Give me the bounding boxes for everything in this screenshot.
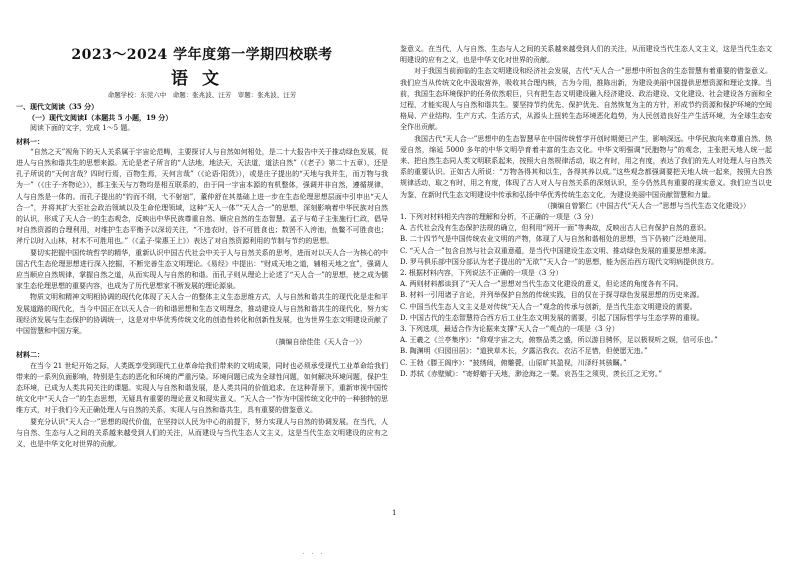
decorative-dots: . . .	[302, 547, 325, 556]
question-option: A. 两则材料都谈到了“天人合一”思想对当代生态文化建设的意义，但论述的角度各有不同。	[400, 280, 683, 289]
question-2	[400, 268, 772, 324]
question-stem: 3. 下列选项，最适合作为论据来支撑“天人合一”观点的一项是（3 分）	[400, 325, 619, 334]
question-option: B. 二十四节气是中国传统农业文明的产物，体现了人与自然和谐相处的思想，当下仍被广泛地使用。	[400, 235, 711, 244]
subsection-heading: （一）现代文阅读Ⅰ（本题共 5 小题，19 分）	[28, 113, 173, 123]
material2-paragraph: 在当今 21 世纪开始之际，人类既享受到现代工业革命给我们带来的文明成果，同时也必须承受现代工业革命给我们带来的一系列负面影响，特别是生态的恶化和环境的严重污染。环境问题已成为全球性问题，如何解决环境问题，保护生态环境，已成为人类共同关注的课题。实现人与自然和谐发展，是人类共同的价值追求。在这种背景下，重新审视中国传统文化中“天人合一”的生态思想，无疑具有重要的理论意义和现实意义。“天人合一”作为中国传统文化中的一种独特的思维方式，对于我们今天正确处理人与自然的关系，实现人与自然和谐共生，具有重要的借鉴意义。	[16, 361, 388, 415]
question-option: D. 苏轼《赤壁赋》：“寄蜉蝣于天地，渺沧海之一粟。哀吾生之须臾，羡长江之无穷。”	[400, 369, 662, 378]
right-column	[400, 0, 772, 380]
question-option: C. 王勃《滕王阁序》：“披绣闼，俯雕甍，山原旷其盈视，川泽纡其骇瞩。”	[400, 358, 627, 367]
question-option: D. 罗马俱乐部中国分部认为老子提出的“无欲”“天人合一”的思想，能为医治西方现代文明病提供良方。	[400, 257, 719, 266]
material1-paragraph: 物质文明和精神文明相协调的现代化体现了天人合一的整体主义生态思维方式，人与自然和谐共生的现代化是走和平发展道路的现代化，当今中国正在以天人合一的和谐思想和生态文明理念，推动建设人与自然和谐共生的现代化，努力实现经济发展与生态保护的协调统一，这是对中华优秀传统文化的创造性转化和创新性发展，也为世界生态文明建设贡献了中国智慧和中国方案。	[16, 293, 388, 336]
continued-paragraph: 我国古代“天人合一”思想中的生态智慧早在中国传统哲学开创时期便已产生，影响深远。中华民族向来尊重自然、热爱自然，绵延 5000 多年的中华文明孕育着丰富的生态文化。中华文明强调“民胞物与”的观念，主张把天地人统一起来、把自然生态同人类文明联系起来，按照大自然规律活动，取之有时，用之有度，表达了我们的先人对处理人与自然关系的重要认识。正如古人所说：“万物各得其和以生，各得其养以成。”这些观念都强调要把天地人统一起来，按照大自然规律活动，取之有时，用之有度，体现了古人对人与自然关系的深刻认识，至今仍然具有重要的现实意义。我们应当以史为鉴，在新时代生态文明建设中传承和弘扬中华优秀传统生态文化，为建设美丽中国贡献智慧和力量。	[400, 134, 772, 199]
byline: 命题学校：东莞六中 命题：张兆波、汪芳 审题：张兆波、汪芳	[107, 91, 297, 99]
question-option: A. 古代社会没有生态保护法规的确立，但利用“网开一面”等典故，反映出古人已有保护自然的意识。	[400, 224, 711, 233]
question-stem: 2. 根据材料内容，下列说法不正确的一项是（3 分）	[400, 269, 563, 278]
left-column	[16, 0, 388, 450]
question-stem: 1. 下列对材料相关内容的理解和分析，不正确的一项是（3 分）	[400, 213, 598, 222]
material1-label: 材料一：	[16, 136, 44, 146]
material1-citation: （摘编自徐佳佳《天人合一》）	[271, 338, 366, 347]
question-option: B. 陶渊明《归园田居》：“道狭草木长，夕露沾我衣。衣沾不足惜，但使愿无违。”	[400, 347, 648, 356]
question-option: D. 中国古代的生态智慧符合西方后工业生态文明发展的需要，引起了国际哲学与生态学界的重视。	[400, 313, 704, 322]
material2-paragraph: 要充分认识“天人合一”思想的现代价值，在坚持以人民为中心的前提下，努力实现人与自然的协调发展。在当代，人与自然、生态与人之间的关系越来越受到人们的关注，从而建设与当代生态人文主义，这是当代生态文明建设的应有之义，也是中华文化对世界的贡献。	[16, 417, 388, 449]
material2-label: 材料二：	[16, 350, 44, 360]
continued-paragraph: 鉴意义。在当代，人与自然、生态与人之间的关系越来越受到人们的关注，从而建设当代生态人文主义，这是当代生态文明建设的应有之义，也是中华文化对世界的贡献。	[400, 45, 772, 65]
exam-title: 2023～2024 学年度第一学期四校联考	[71, 47, 333, 63]
material1-paragraph: “自然之天”视角下的天人关系属于宇宙论范畴，主要探讨人与自然如何相处，是二十大报告中关于推动绿色发展，促进人与自然和谐共生的思想来源。无论是老子所言的“人法地，地法天，天法道，道法自然”（《老子》第二十五章），还是孔子所说的“天何言哉？四时行焉，百物生焉，天何言哉”（《论语·阳货》），或是庄子提出的“天地与我并生，而万物与我为一”（《庄子·齐物论》），都主张天与万物均是相互联系的，由于同一宇宙本源的有机整体，强调并非自然，遵循规律，人与自然是一体的。而孔子提出的“钓而不纲，弋不射宿”，董仲舒在其基础上进一步在生态伦理思想层面中引申出“天人合一”，并将其扩大至社会政治领域以及生命伦理领域，这种“天人一体”“天人合一”的思想，深刻影响着中华民族对自然的认识，形成了天人合一的生态观念，反映出中华民族尊重自然、顺应自然的生态智慧。孟子与荀子主张施行仁政，倡导对自然资源的合理利用，对维护生态平衡予以深切关注，“不违农时，谷不可胜食也；数罟不入洿池，鱼鳖不可胜食也；斧斤以时入山林，材木不可胜用也。”（《孟子·梁惠王上》）表达了对自然资源利用的节制与节约的思想。	[16, 147, 388, 246]
question-option: B. 材料一引用诸子言论，并列举保护自然的传统实践，目的仅在于探寻绿色发展思想的历史来源。	[400, 291, 704, 300]
section-heading: 一、现代文阅读（35 分）	[16, 102, 99, 111]
question-option: C. 中国当代生态人文主义是对传统“天人合一”观念的传承与创新，是当代生态文明建设的需要。	[400, 302, 697, 311]
question-option: C. “天人合一”包含自然与社会双重意蕴，是当代中国建设生态文明、推动绿色发展的重要思想来源。	[400, 246, 711, 255]
material2-citation: （摘编自曾繁仁《中国古代“天人合一”思想与当代生态文化建设》）	[543, 201, 750, 210]
question-1	[400, 212, 772, 268]
subject-title: 语文	[171, 69, 233, 89]
question-option: A. 王羲之《兰亭集序》：“仰观宇宙之大，俯察品类之盛，所以游目骋怀，足以极视听之娱，信可乐也。”	[400, 336, 718, 345]
instruction: 阅读下面的文字，完成 1～5 题。	[30, 124, 135, 133]
question-3	[400, 324, 772, 380]
page-number: 1	[392, 509, 397, 517]
material1-paragraph: 要切实把握中国传统哲学的精华，重新认识中国古代社会中关于人与自然关系的思考，进而对以天人合一为核心的中国古代生态伦理思想进行深入挖掘，不断完善生态文明理论。《易经》中提出：“财成天地之道，辅相天地之宜”，强调人应当顺应自然规律，掌握自然之道，从而实现人与自然的和谐。而孔子则从理论上论述了“天人合一”的思想，使之成为儒家生态伦理思想的重要内容，也成为了历代思想家不断发展的理论源泉。	[16, 248, 388, 291]
continued-paragraph: 对于我国当前面临的生态文明建设和经济社会发展，古代“天人合一”思想中所包含的生态智慧有着重要的借鉴意义。我们应当从传统文化中汲取营养，吸收其合理内核，古为今用，推陈出新，为建设美丽中国提供思想资源和理论支撑。当前，我国生态环境保护的任务依然艰巨，只有把生态文明建设融入经济建设、政治建设、文化建设、社会建设各方面和全过程，才能实现人与自然和谐共生。要坚持节约优先、保护优先、自然恢复为主的方针，形成节约资源和保护环境的空间格局、产业结构、生产方式、生活方式，从源头上扭转生态环境恶化趋势，为人民创造良好生产生活环境，为全球生态安全作出贡献。	[400, 67, 772, 132]
